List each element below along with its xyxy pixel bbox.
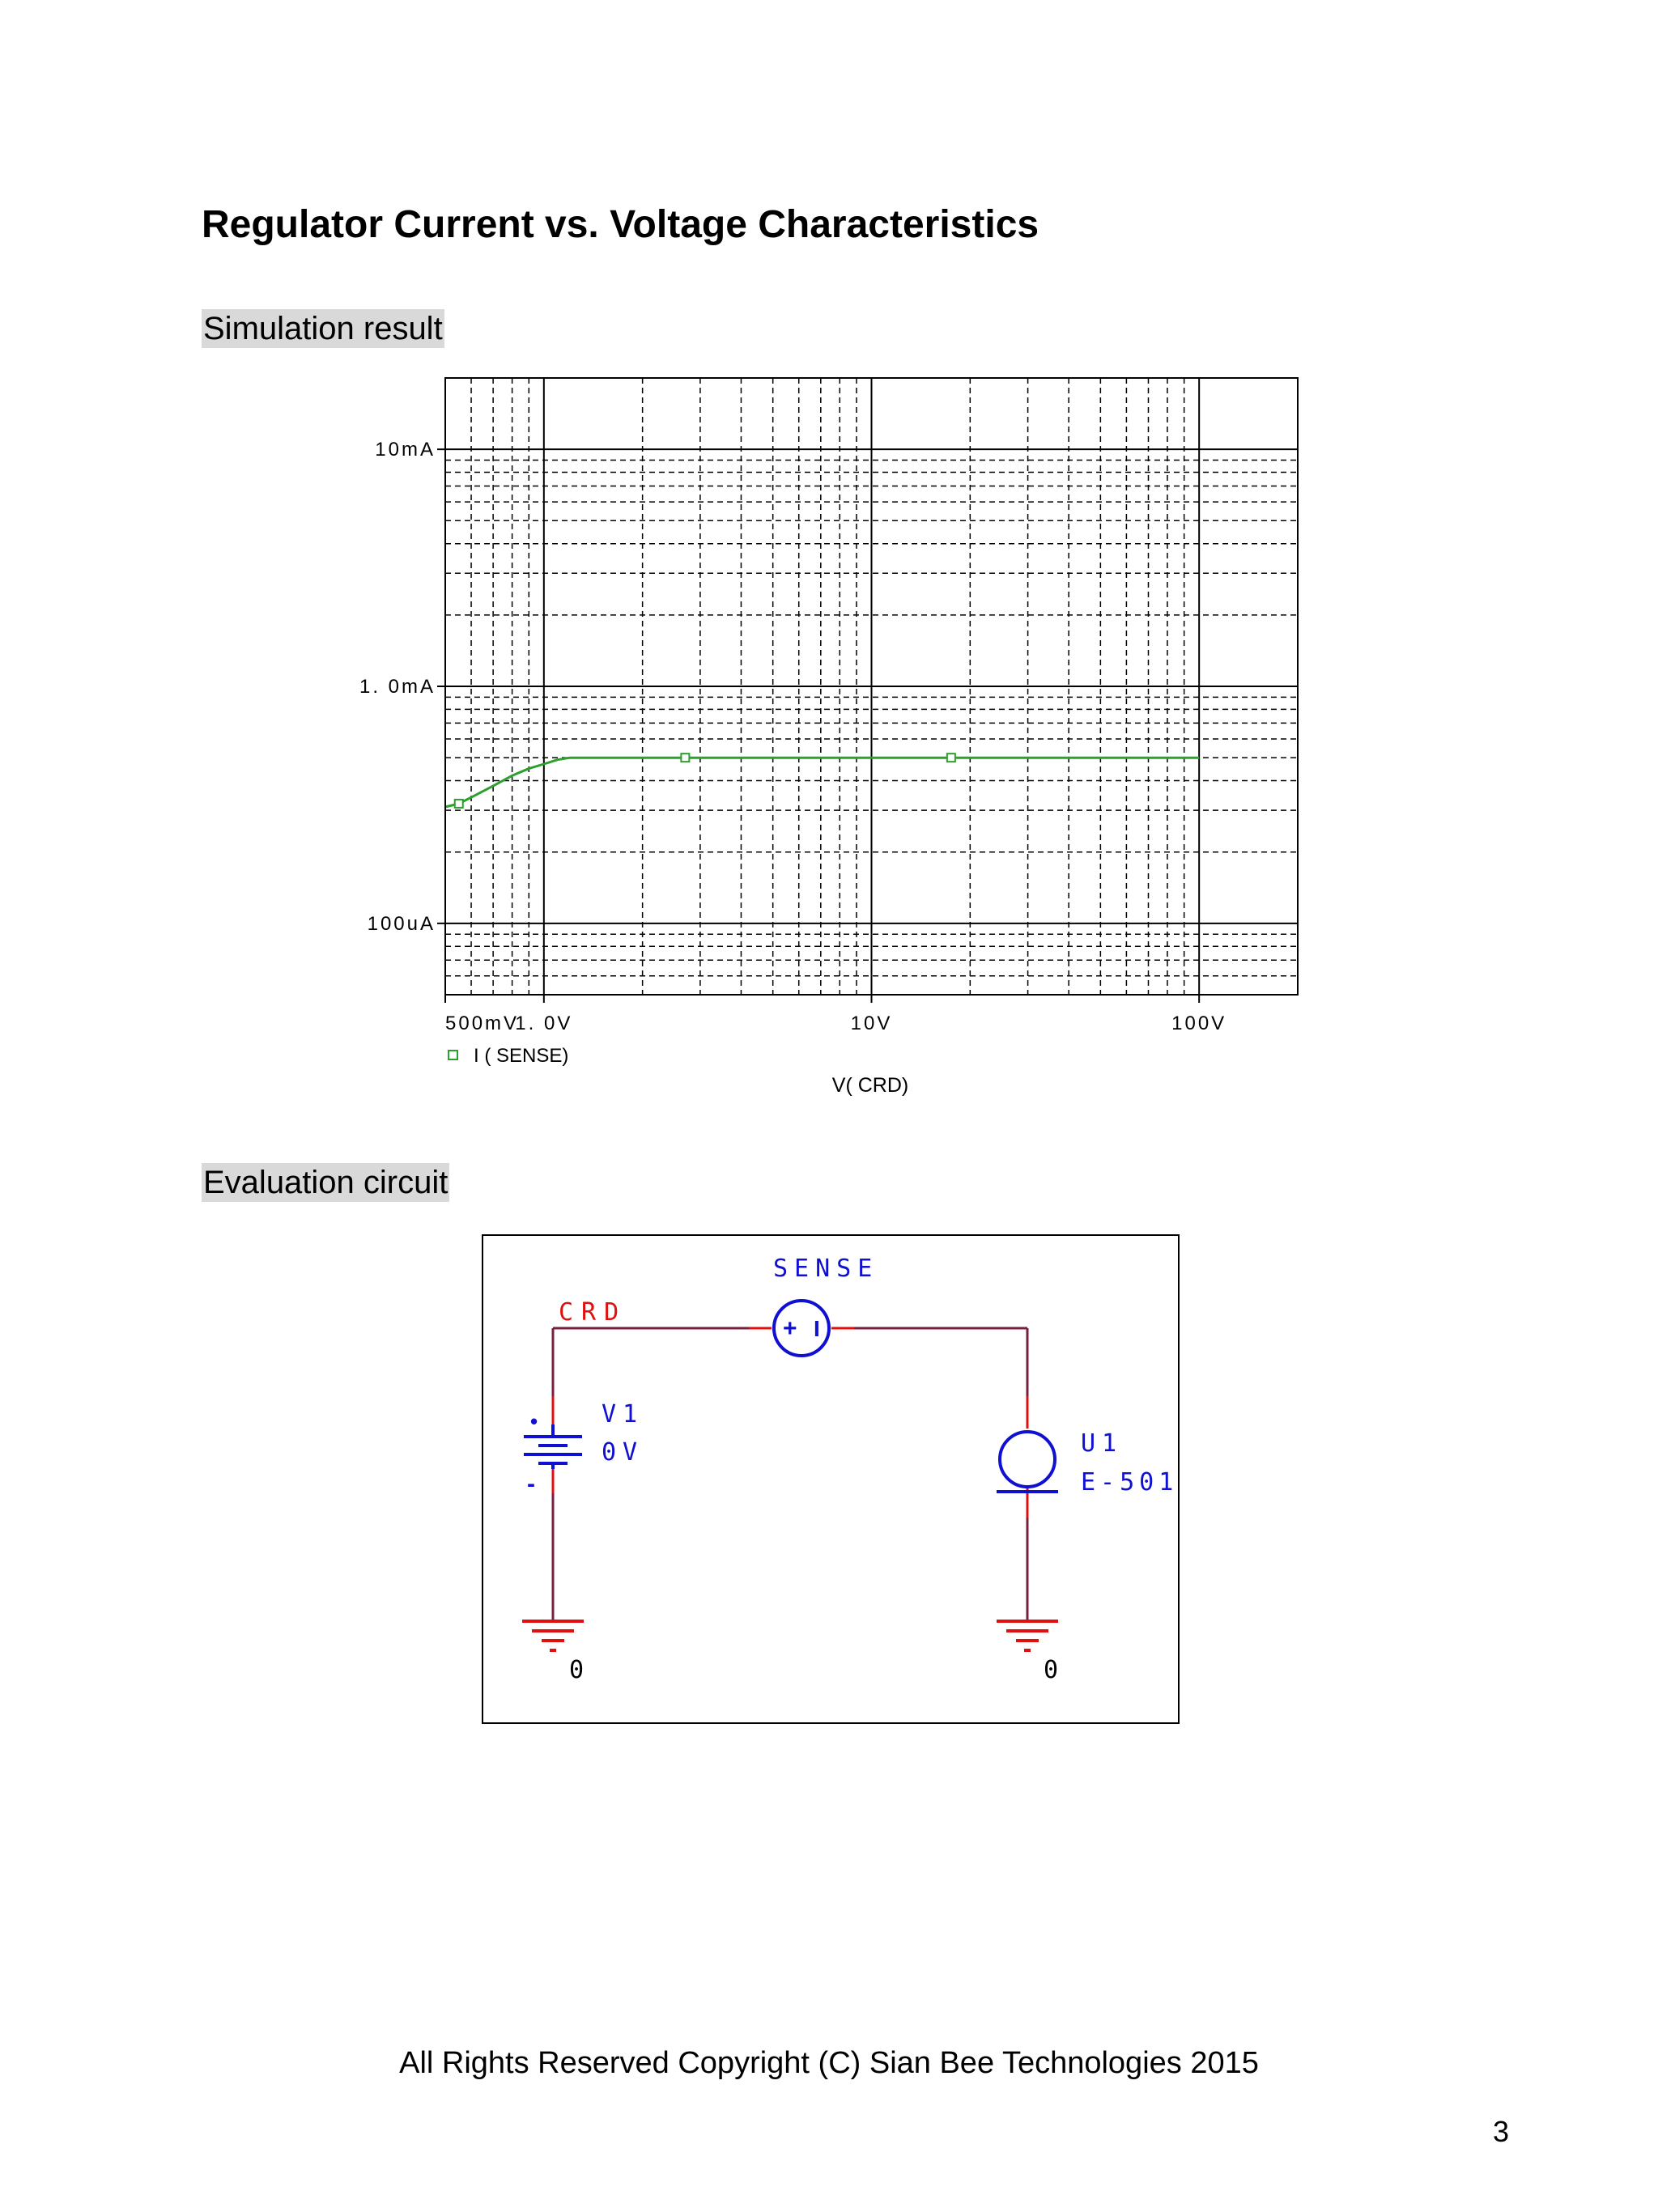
y-tick-label: 10mA (375, 439, 436, 461)
v1-name: V1 (602, 1400, 644, 1429)
sense-label: SENSE (773, 1255, 879, 1283)
chart-legend (449, 1045, 568, 1067)
series-line (445, 758, 1199, 807)
v1-value: 0V (602, 1438, 644, 1467)
page-number: 3 (1493, 2115, 1510, 2148)
section-label-evaluation: Evaluation circuit (203, 1165, 449, 1200)
x-tick-label: 10V (850, 1013, 893, 1034)
page-title: Regulator Current vs. Voltage Characteristics (202, 203, 1039, 246)
chart-ticks (359, 439, 1226, 1034)
chart-series (445, 754, 1199, 808)
u1-name: U1 (1081, 1429, 1124, 1458)
x-tick-label: 100V (1171, 1013, 1227, 1034)
legend-marker (449, 1051, 457, 1059)
ground-right-label: 0 (1044, 1656, 1059, 1684)
sense-minus-sign: I (814, 1316, 820, 1341)
ground-left-label: 0 (569, 1656, 585, 1684)
section-label-simulation: Simulation result (203, 311, 443, 346)
u1-part: E-501 (1081, 1468, 1179, 1497)
evaluation-circuit (482, 1234, 1180, 1724)
battery-plus-sign: • (530, 1409, 538, 1433)
sense-plus-sign: + (783, 1315, 797, 1342)
battery-minus-sign: - (527, 1471, 535, 1497)
legend-label: I ( SENSE) (474, 1045, 569, 1067)
series-marker (947, 754, 955, 762)
series-marker (455, 800, 463, 808)
x-tick-label: 1. 0V (515, 1013, 573, 1034)
y-tick-label: 100uA (367, 912, 436, 935)
y-tick-label: 1. 0mA (359, 676, 436, 698)
net-label-crd: CRD (559, 1298, 627, 1327)
x-tick-label: 500mV (445, 1013, 520, 1034)
copyright-footer: All Rights Reserved Copyright (C) Sian Bee Technologies 2015 (399, 2046, 1259, 2080)
u1-crd-symbol (1000, 1432, 1055, 1487)
chart-grid (445, 378, 1298, 995)
x-axis-label: V( CRD) (831, 1074, 909, 1097)
series-marker (681, 754, 689, 762)
